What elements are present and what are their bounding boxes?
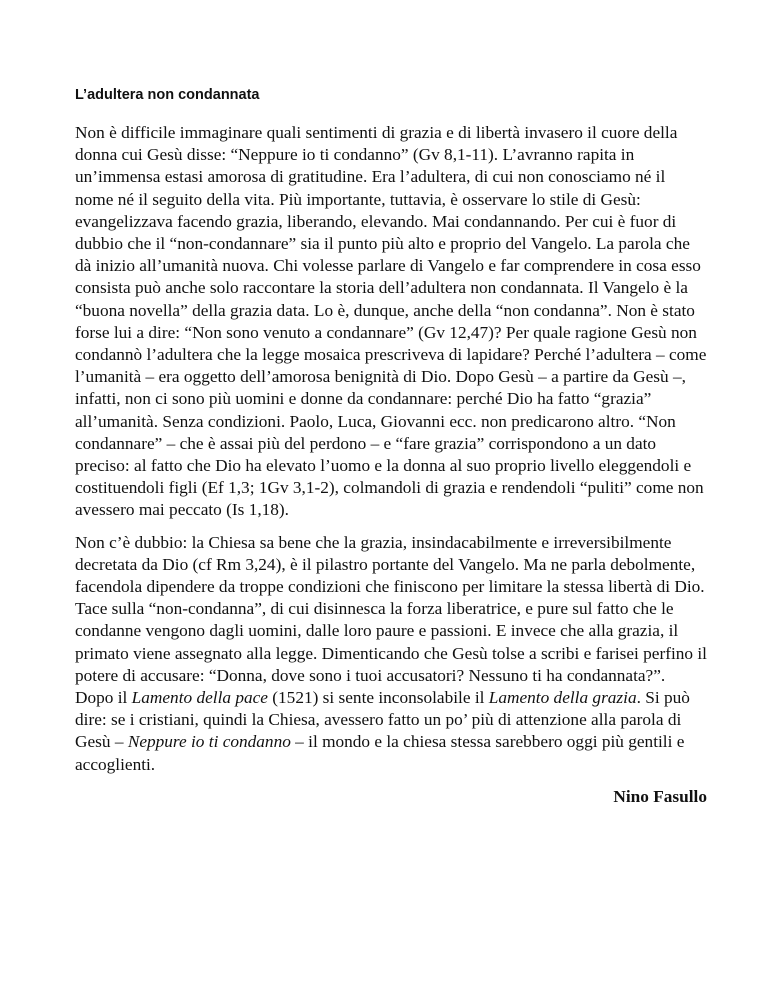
paragraph-2: [75, 532, 707, 776]
document-title: L’adultera non condannata: [75, 87, 260, 103]
paragraph-2-text-4: – il mondo e la chiesa stessa sarebbero oggi più gentili e accoglienti.: [75, 732, 685, 774]
document-page: [75, 86, 707, 808]
paragraph-2-italic-3: Neppure io ti condanno: [127, 732, 291, 752]
author-signature: Nino Fasullo: [613, 786, 707, 806]
paragraph-2-text-1: Non c’è dubbio: la Chiesa sa bene che la grazia, insindacabilmente e irreversibilmente decretata da Dio (cf Rm 3,24), è il pilastro portante del Vangelo. Ma ne parla debolmente, facendola dipendere da troppe condizioni che finiscono per limitare la stessa libertà di Dio. Tace sulla “non-condanna”, di cui disinnesca la forza liberatrice, e pure sul fatto che le condanne vengono dagli uomini, dalle loro paure e passioni. E invece che alla grazia, il primato viene assegnato alla legge. Dimenticando che Gesù tolse a scribi e farisei perfino il potere di accusare: “Donna, dove sono i tuoi accusatori? Nessuno ti ha condannata?”. Dopo il: [75, 532, 707, 708]
paragraph-2-text-2: (1521) si sente inconsolabile il: [267, 688, 489, 708]
paragraph-2-italic-2: Lamento della grazia: [488, 688, 637, 708]
paragraph-2-text-3: . Si può dire: se i cristiani, quindi la Chiesa, avessero fatto un po’ più di attenzione alla parola di Gesù –: [75, 688, 690, 752]
paragraph-2-italic-1: Lamento della pace: [131, 688, 268, 708]
paragraph-1: Non è difficile immaginare quali sentimenti di grazia e di libertà invasero il cuore della donna cui Gesù disse: “Neppure io ti condanno” (Gv 8,1-11). L’avranno rapita in un’immensa estasi amorosa di gratitudine. Era l’adultera, di cui non conosciamo né il nome né il seguito della vita. Più importante, tuttavia, è osservare lo stile di Gesù: evangelizzava facendo grazia, liberando, elevando. Mai condannando. Per cui è fuor di dubbio che il “non-condannare” sia il punto più alto e proprio del Vangelo. La parola che dà inizio all’umanità nuova. Chi volesse parlare di Vangelo e far comprendere in cosa esso consista può anche solo raccontare la storia dell’adultera non condannata. Il Vangelo è la “buona novella” della grazia data. Lo è, dunque, anche della “non condanna”. Non è stato forse lui a dire: “Non sono venuto a condannare” (Gv 12,47)? Per quale ragione Gesù non condannò l’adultera che la legge mosaica prescriveva di lapidare? Perché l’adultera – come l’umanità – era oggetto dell’amorosa benignità di Dio. Dopo Gesù – a partire da Gesù –, infatti, non ci sono più uomini e donne da condannare: perché Dio ha fatto “grazia” all’umanità. Senza condizioni. Paolo, Luca, Giovanni ecc. non predicarono altro. “Non condannare” – che è assai più del perdono – e “fare grazia” corrispondono a un dato preciso: al fatto che Dio ha elevato l’uomo e la donna al suo proprio livello eleggendoli e costituendoli figli (Ef 1,3; 1Gv 3,1-2), colmandoli di grazia e rendendoli “puliti” come non avessero mai peccato (Is 1,18).: [75, 123, 707, 520]
